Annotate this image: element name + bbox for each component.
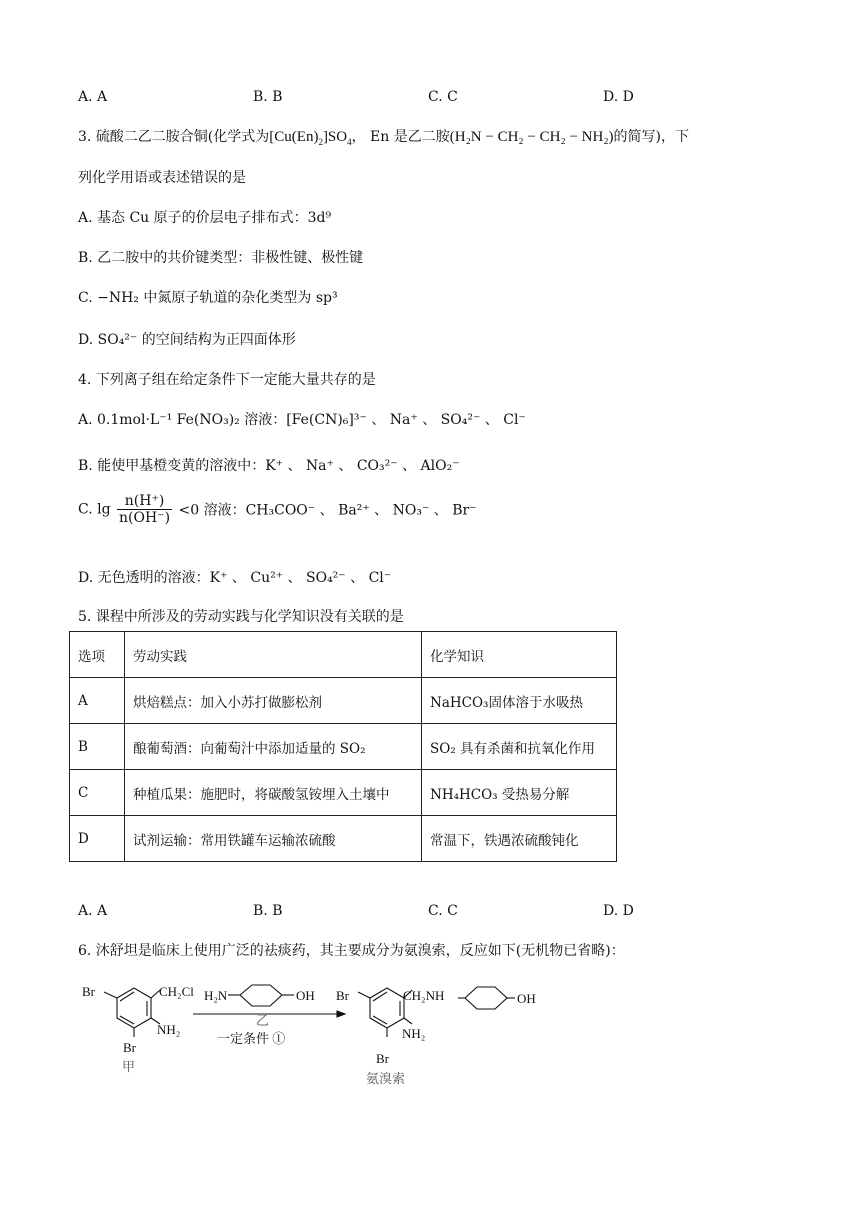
reagent-name: 乙 <box>256 1013 270 1028</box>
table-header-cell: 选项 <box>70 632 125 678</box>
reactant-nh2: NH₂ <box>157 1022 181 1037</box>
reactant-name: 甲 <box>122 1059 136 1074</box>
q3-option-b: B. 乙二胺中的共价键类型：非极性键、极性键 <box>78 250 364 266</box>
q6-stem: 6. 沐舒坦是临床上使用广泛的祛痰药，其主要成分为氨溴索，反应如下(无机物已省略)： <box>78 943 625 959</box>
q4-option-d: D. 无色透明的溶液：K⁺ 、 Cu²⁺ 、 SO₄²⁻ 、 Cl⁻ <box>78 570 392 586</box>
product-benzene-ring <box>370 988 404 1028</box>
q5-option-a: A. A <box>78 903 108 919</box>
q2-option-b: B. B <box>253 89 283 105</box>
product-name: 氨溴索 <box>366 1071 406 1086</box>
q3-stem-line1: 3. 硫酸二乙二胺合铜(化学式为$[Cu(En)_2]SO_4$， En 是乙二胺(H₂N − CH₂ − CH₂ − NH₂)的简写)，下 <box>78 129 690 147</box>
q2-options <box>78 89 778 105</box>
q4-option-a: A. 0.1mol·L⁻¹ Fe(NO₃)₂ 溶液：[Fe(CN)₆]³⁻ 、 Na⁺ 、 SO₄²⁻ 、 Cl⁻ <box>78 412 526 428</box>
q3-option-a: A. 基态 Cu 原子的价层电子排布式：3d⁹ <box>78 210 332 226</box>
q5-options <box>78 903 778 919</box>
q4-option-c: C. lg $\frac{n(H^+)}{n(OH^-)}$ <0 溶液：CH₃COO⁻ 、 Ba²⁺ 、 NO₃⁻ 、 Br⁻ <box>78 493 477 526</box>
reaction-scheme <box>0 980 860 1100</box>
table-row: B 酿葡萄酒：向葡萄汁中添加适量的 SO₂ SO₂ 具有杀菌和抗氧化作用 <box>70 724 617 770</box>
q5-table <box>69 631 617 862</box>
q4-ratio-fraction: $\frac{n(H^+)}{n(OH^-)}$ <box>119 493 171 526</box>
q2-option-a: A. A <box>78 89 108 105</box>
reactant-br-bottom: Br <box>123 1040 136 1055</box>
q5-option-d: D. D <box>603 903 634 919</box>
product-oh: OH <box>517 991 536 1006</box>
table-header-row <box>70 632 617 678</box>
product-cyclohexane-ring <box>465 987 507 1009</box>
q4-option-b: B. 能使甲基橙变黄的溶液中：K⁺ 、 Na⁺ 、 CO₃²⁻ 、 AlO₂⁻ <box>78 458 460 474</box>
table-header-cell: 化学知识 <box>422 632 617 678</box>
reactant-benzene-ring <box>117 988 151 1028</box>
q3-complex-formula: $[Cu(En)_2]SO_4$ <box>269 129 352 147</box>
table-header-cell: 劳动实践 <box>125 632 422 678</box>
q2-option-d: D. D <box>603 89 634 105</box>
table-row: C 种植瓜果：施肥时，将碳酸氢铵埋入土壤中 NH₄HCO₃ 受热易分解 <box>70 770 617 816</box>
product-ch2nh: CH₂NH <box>403 988 445 1003</box>
q3-stem-line2: 列化学用语或表述错误的是 <box>78 170 246 186</box>
reagent-cyclohexane-ring <box>240 985 282 1006</box>
reaction-condition: 一定条件 ① <box>217 1031 286 1046</box>
product-br-bottom: Br <box>376 1051 389 1066</box>
table-row: A 烘焙糕点：加入小苏打做膨松剂 NaHCO₃固体溶于水吸热 <box>70 678 617 724</box>
product-br-top: Br <box>336 988 349 1003</box>
q5-option-c: C. C <box>428 903 458 919</box>
q2-option-c: C. C <box>428 89 458 105</box>
reactant-br-top: Br <box>82 984 95 999</box>
q5-option-b: B. B <box>253 903 283 919</box>
reagent-h2n: H₂N <box>204 988 228 1003</box>
reactant-ch2cl: CH₂Cl <box>159 984 194 999</box>
q3-en-formula: (H₂N − CH₂ − CH₂ − NH₂) <box>449 129 614 145</box>
table-row: D 试剂运输：常用铁罐车运输浓硫酸 常温下，铁遇浓硫酸钝化 <box>70 816 617 862</box>
q5-stem: 5. 课程中所涉及的劳动实践与化学知识没有关联的是 <box>78 609 404 625</box>
reagent-oh: OH <box>296 988 315 1003</box>
q4-stem: 4. 下列离子组在给定条件下一定能大量共存的是 <box>78 372 376 388</box>
q3-option-d: D. SO₄²⁻ 的空间结构为正四面体形 <box>78 332 296 348</box>
q3-option-c: C. −NH₂ 中氮原子轨道的杂化类型为 sp³ <box>78 290 338 306</box>
product-nh2: NH₂ <box>402 1026 426 1041</box>
